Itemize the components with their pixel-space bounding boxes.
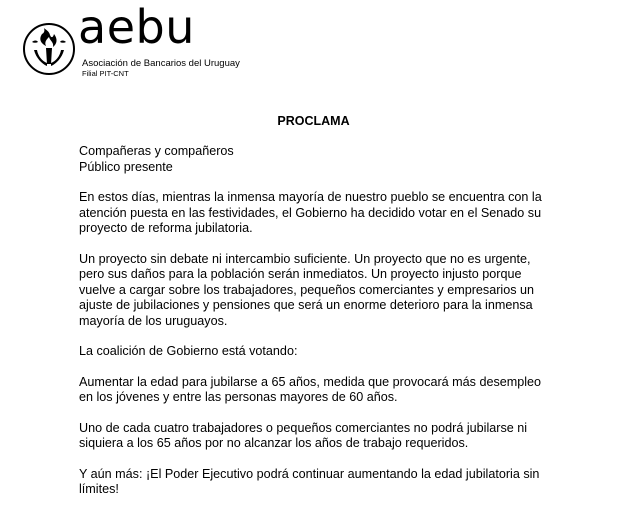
paragraph-line: proyecto de reforma jubilatoria. bbox=[79, 221, 253, 235]
paragraph-line: La coalición de Gobierno está votando: bbox=[79, 344, 298, 358]
brand-subtitle: Asociación de Bancarios del Uruguay bbox=[82, 58, 240, 69]
paragraph-line: ajuste de jubilaciones y pensiones que será un enorme deterioro para la inmensa bbox=[79, 298, 533, 312]
document-body bbox=[79, 144, 584, 513]
brand-affiliation: Filial PIT-CNT bbox=[82, 69, 129, 78]
torch-emblem-icon bbox=[20, 20, 78, 78]
letterhead bbox=[20, 0, 320, 88]
paragraph-line: Y aún más: ¡El Poder Ejecutivo podrá continuar aumentando la edad jubilatoria sin bbox=[79, 466, 540, 481]
paragraph-line: En estos días, mientras la inmensa mayoría de nuestro pueblo se encuentra con la bbox=[79, 190, 542, 204]
paragraph bbox=[79, 421, 584, 452]
paragraph-line: atención puesta en las festividades, el Gobierno ha decidido votar en el Senado su bbox=[79, 205, 542, 220]
paragraph bbox=[79, 375, 584, 406]
paragraph-line: siquiera a los 65 años por no alcanzar los años de trabajo requeridos. bbox=[79, 436, 469, 450]
paragraph-line: Aumentar la edad para jubilarse a 65 años, medida que provocará más desempleo bbox=[79, 374, 542, 389]
paragraph bbox=[79, 190, 584, 237]
salutation bbox=[79, 144, 584, 175]
paragraph-line: pero sus daños para la población serán inmediatos. Un proyecto injusto porque bbox=[79, 267, 522, 281]
document-title: PROCLAMA bbox=[277, 114, 350, 128]
brand-name: aebu bbox=[78, 0, 195, 54]
salutation-line: Compañeras y compañeros bbox=[79, 144, 234, 158]
paragraph-line: mayoría de los uruguayos. bbox=[79, 313, 228, 328]
paragraph bbox=[79, 252, 584, 330]
paragraph-line: vuelve a cargar sobre los trabajadores, pequeños comerciantes y empresarios un bbox=[79, 282, 535, 297]
paragraph bbox=[79, 467, 584, 498]
paragraph bbox=[79, 344, 584, 360]
salutation-line: Público presente bbox=[79, 159, 173, 174]
paragraph-line: Un proyecto sin debate ni intercambio suficiente. Un proyecto que no es urgente, bbox=[79, 251, 531, 266]
paragraph-line: límites! bbox=[79, 482, 119, 496]
paragraph-line: en los jóvenes y entre las personas mayores de 60 años. bbox=[79, 390, 398, 404]
paragraph-line: Uno de cada cuatro trabajadores o pequeños comerciantes no podrá jubilarse ni bbox=[79, 420, 528, 435]
